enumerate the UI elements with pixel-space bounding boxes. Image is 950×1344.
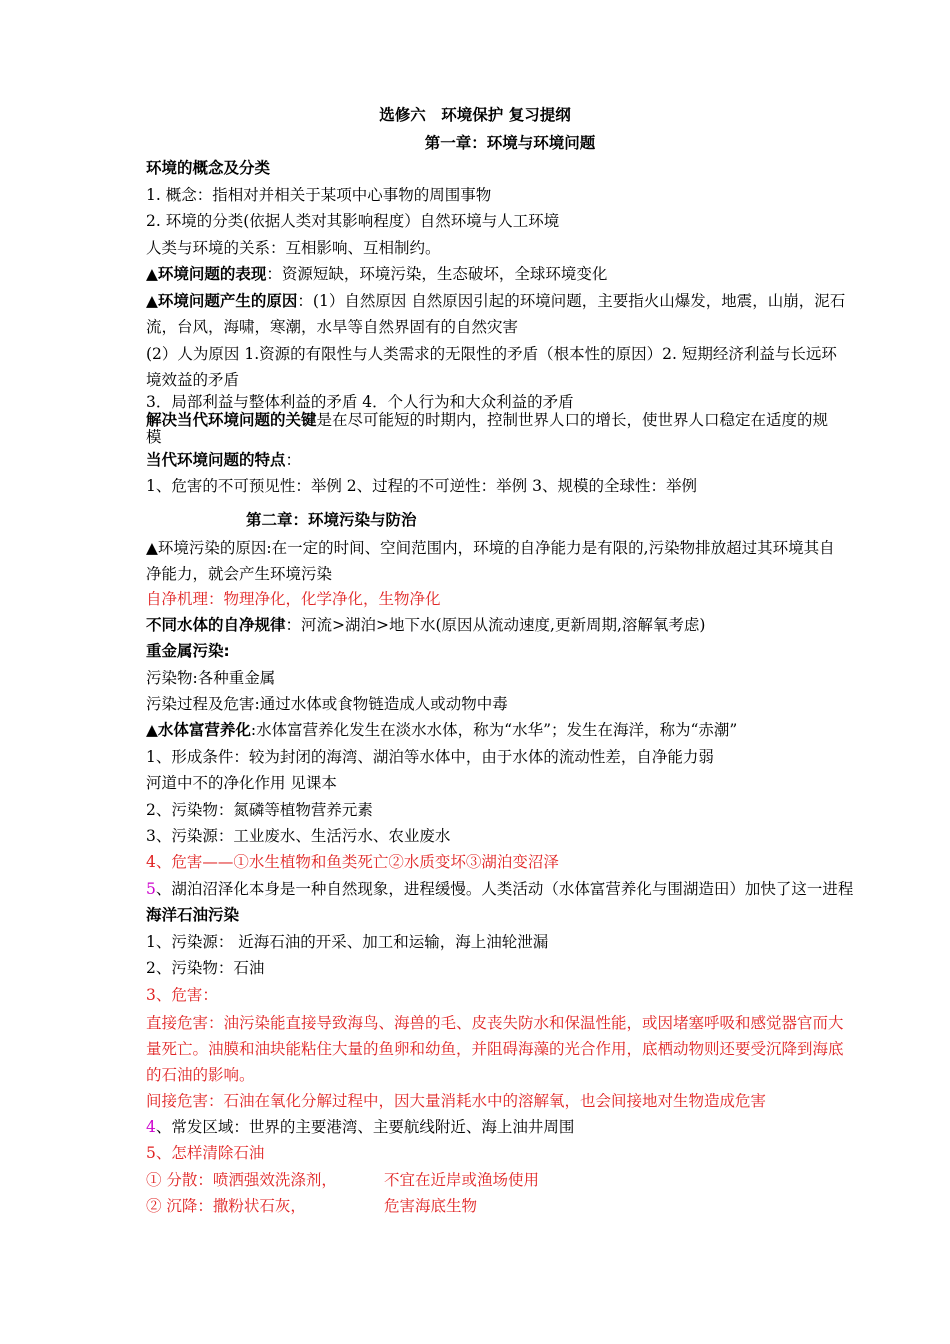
document-title: 选修六 环境保护 复习提纲: [379, 106, 571, 124]
paragraph: 2. 环境的分类(依据人类对其影响程度）自然环境与人工环境: [146, 212, 560, 230]
paragraph-text: ：资源短缺，环境污染，生态破坏，全球环境变化: [266, 265, 608, 283]
paragraph: 河道中不的净化作用 见课本: [146, 774, 337, 792]
bold-label: ▲水体富营养化: [146, 721, 251, 739]
paragraph-red: 自净机理：物理净化，化学净化，生物净化: [146, 590, 441, 608]
list-item: [146, 1196, 886, 1216]
list-item-right: 危害海底生物: [384, 1197, 478, 1215]
list-item-left: ① 分散：喷洒强效洗涤剂，: [146, 1171, 337, 1189]
paragraph-text: ：河流>湖泊>地下水(原因从流动速度,更新周期,溶解氧考虑): [285, 616, 706, 634]
paragraph-red: 5、怎样清除石油: [146, 1144, 265, 1162]
section-title: [146, 450, 886, 470]
paragraph-text: 、湖泊沼泽化本身是一种自然现象，进程缓慢。人类活动（水体富营养化与围湖造田）加快了这一进程: [155, 880, 854, 898]
paragraph: 1. 概念：指相对并相关于某项中心事物的周围事物: [146, 186, 492, 204]
paragraph-text: ：(1）自然原因 自然原因引起的环境问题，主要指火山爆发，地震，山崩，泥石: [297, 292, 846, 310]
paragraph-text: 是在尽可能短的时期内，控制世界人口的增长，使世界人口稳定在适度的规: [316, 411, 829, 429]
paragraph-red: 3、危害：: [146, 986, 218, 1004]
paragraph: 人类与环境的关系：互相影响、互相制约。: [146, 239, 441, 257]
list-item-left: ② 沉降：撒粉状石灰，: [146, 1197, 306, 1215]
paragraph: 境效益的矛盾: [146, 371, 240, 389]
bold-label: 解决当代环境问题的关键: [146, 411, 317, 429]
paragraph: 污染过程及危害:通过水体或食物链造成人或动物中毒: [146, 695, 508, 713]
paragraph-red: 4、危害——①水生植物和鱼类死亡②水质变坏③湖泊变沼泽: [146, 853, 559, 871]
paragraph: [146, 291, 886, 311]
bold-label: ▲环境问题产生的原因: [146, 292, 298, 310]
paragraph: [146, 615, 886, 635]
chapter-1-heading: 第一章：环境与环境问题: [424, 134, 596, 152]
paragraph: 3、污染源：工业废水、生活污水、农业废水: [146, 827, 451, 845]
paragraph: 1、形成条件：较为封闭的海湾、湖泊等水体中，由于水体的流动性差，自净能力弱: [146, 748, 714, 766]
paragraph: 3．局部利益与整体利益的矛盾 4．个人行为和大众利益的矛盾: [146, 393, 574, 411]
paragraph: 污染物:各种重金属: [146, 669, 276, 687]
paragraph-text: :水体富营养化发生在淡水水体，称为“水华”；发生在海洋，称为“赤潮”: [250, 721, 738, 739]
list-item: [146, 1170, 886, 1190]
paragraph: 2、污染物：石油: [146, 959, 265, 977]
paragraph-red: 间接危害：石油在氧化分解过程中，因大量消耗水中的溶解氧，也会间接地对生物造成危害: [146, 1092, 767, 1110]
bold-label: 不同水体的自净规律: [146, 616, 286, 634]
paragraph: 1、危害的不可预见性：举例 2、过程的不可逆性：举例 3、规模的全球性：举例: [146, 477, 697, 495]
paragraph: [146, 264, 886, 284]
paragraph: 流，台风，海啸，寒潮，水旱等自然界固有的自然灾害: [146, 318, 519, 336]
paragraph: (2）人为原因 1.资源的有限性与人类需求的无限性的矛盾（根本性的原因）2. 短期经济利益与长远环: [146, 345, 837, 363]
paragraph: [146, 879, 886, 899]
bold-label: 当代环境问题的特点: [146, 451, 286, 469]
list-item-right: 不宜在近岸或渔场使用: [384, 1171, 540, 1189]
paragraph: 1、污染源： 近海石油的开采、加工和运输，海上油轮泄漏: [146, 933, 549, 951]
item-number: 4: [146, 1118, 156, 1136]
paragraph: 模: [146, 428, 162, 446]
item-number: 5: [146, 880, 156, 898]
paragraph: [146, 1117, 886, 1137]
paragraph-red: 直接危害：油污染能直接导致海鸟、海兽的毛、皮丧失防水和保温性能，或因堵塞呼吸和感觉器官而大: [146, 1014, 844, 1032]
paragraph-red: 量死亡。油膜和油块能粘住大量的鱼卵和幼鱼，并阻碍海藻的光合作用，底栖动物则还要受沉降到海底: [146, 1040, 844, 1058]
chapter-2-heading: 第二章：环境污染与防治: [246, 511, 417, 529]
section-title: 重金属污染:: [146, 642, 230, 660]
paragraph-red: 的石油的影响。: [146, 1066, 255, 1084]
section-title: 海洋石油污染: [146, 906, 240, 924]
section-title: 环境的概念及分类: [146, 159, 271, 177]
paragraph: 净能力，就会产生环境污染: [146, 565, 333, 583]
bold-label: ▲环境问题的表现: [146, 265, 267, 283]
paragraph: ▲环境污染的原因:在一定的时间、空间范围内，环境的自净能力是有限的,污染物排放超过其环境其自: [146, 539, 835, 557]
paragraph: 2、污染物：氮磷等植物营养元素: [146, 801, 373, 819]
paragraph-text: 、常发区域：世界的主要港湾、主要航线附近、海上油井周围: [155, 1118, 575, 1136]
paragraph: [146, 720, 886, 740]
paragraph-text: ：: [285, 451, 302, 469]
